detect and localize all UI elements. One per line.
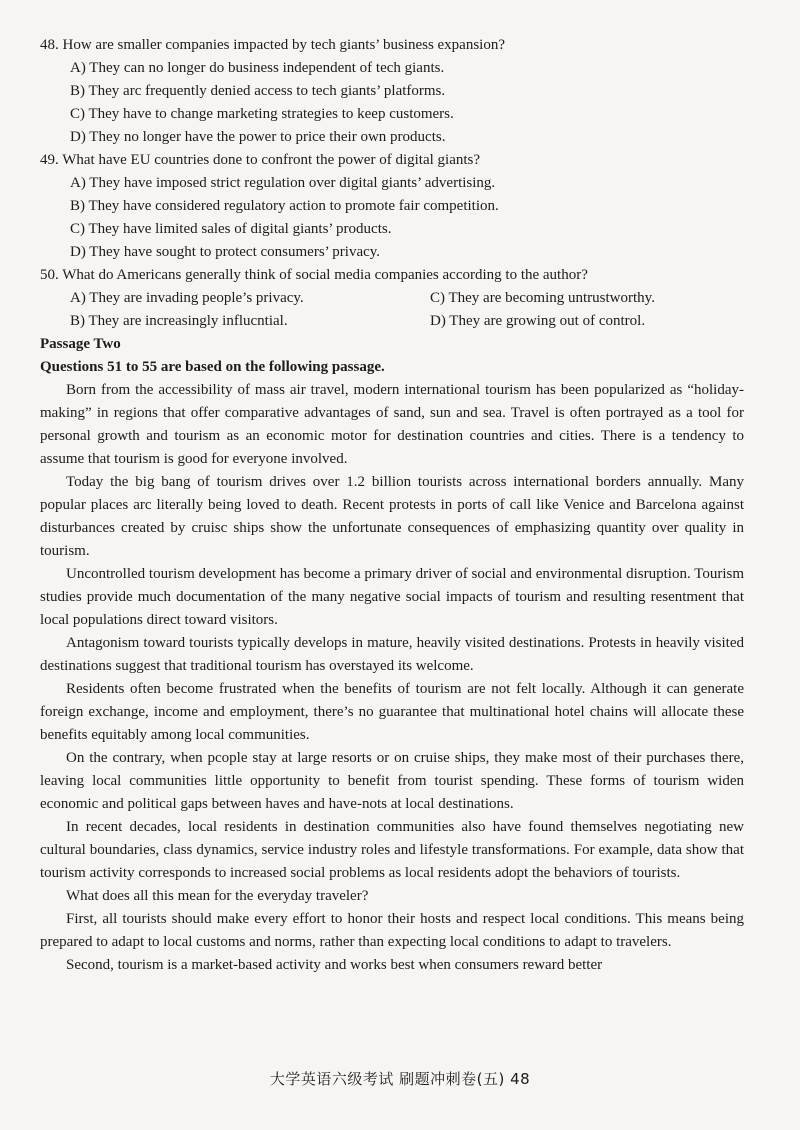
- paragraph: First, all tourists should make every effort to honor their hosts and respect local conditions. This means being prepared to adapt to local customs and norms, rather than expecting local conditions to adapt to travelers.: [40, 911, 744, 950]
- options-grid: [70, 287, 744, 333]
- passage-title: Passage Two: [40, 336, 121, 352]
- paragraph: Born from the accessibility of mass air travel, modern international tourism has been popularized as “holiday-making” in regions that offer comparative advantages of sand, sun and sea. Travel is often portrayed as a tool for personal growth and tourism as an economic motor for destination countries and cities. There is a tendency to assume that tourism is good for everyone involved.: [40, 382, 744, 467]
- paragraph: What does all this mean for the everyday traveler?: [66, 888, 369, 904]
- question-48: [40, 34, 744, 149]
- question-stem: 49. What have EU countries done to confront the power of digital giants?: [40, 152, 481, 168]
- option-b: B) They arc frequently denied access to tech giants’ platforms.: [70, 83, 446, 99]
- question-stem: 48. How are smaller companies impacted by tech giants’ business expansion?: [40, 37, 506, 53]
- option-a: A) They can no longer do business independent of tech giants.: [70, 60, 445, 76]
- option-d: D) They are growing out of control.: [430, 313, 646, 329]
- option-c: C) They have to change marketing strategies to keep customers.: [70, 106, 454, 122]
- paragraph: Today the big bang of tourism drives over 1.2 billion tourists across international borders annually. Many popular places arc literally being loved to death. Recent protests in ports of call like Venice and Barcelona against disturbances created by cruisc ships show the unfortunate consequences of emphasizing quantity over quality in tourism.: [40, 474, 744, 559]
- option-b: B) They are increasingly influcntial.: [70, 313, 288, 329]
- paragraph: In recent decades, local residents in destination communities also have found themselves negotiating new cultural boundaries, class dynamics, service industry roles and lifestyle transformations. For example, data show that tourism activity corresponds to increased social problems as local residents adopt the behaviors of tourists.: [40, 819, 744, 881]
- paragraph: Second, tourism is a market-based activity and works best when consumers reward better: [66, 957, 603, 973]
- option-b: B) They have considered regulatory action to promote fair competition.: [70, 198, 499, 214]
- option-a: A) They have imposed strict regulation over digital giants’ advertising.: [70, 175, 496, 191]
- question-50: [40, 264, 744, 333]
- question-stem: 50. What do Americans generally think of social media companies according to the author?: [40, 267, 588, 283]
- question-49: [40, 149, 744, 264]
- page-footer: 大学英语六级考试 刷题冲刺卷(五) 48: [269, 1070, 531, 1088]
- option-d: D) They have sought to protect consumers’ privacy.: [70, 244, 381, 260]
- paragraph: Residents often become frustrated when the benefits of tourism are not felt locally. Although it can generate foreign exchange, income and employment, there’s no guarantee that multinational hotel chains will allocate these benefits equitably among local communities.: [40, 681, 744, 743]
- page-content: [40, 34, 744, 977]
- passage-intro: Questions 51 to 55 are based on the following passage.: [40, 359, 385, 375]
- option-c: C) They are becoming untrustworthy.: [430, 290, 655, 306]
- option-d: D) They no longer have the power to price their own products.: [70, 129, 446, 145]
- passage-body: [40, 379, 744, 977]
- paragraph: Antagonism toward tourists typically develops in mature, heavily visited destinations. Protests in heavily visited destinations suggest that traditional tourism has overstayed its welcome.: [40, 635, 744, 674]
- paragraph: Uncontrolled tourism development has become a primary driver of social and environmental disruption. Tourism studies provide much documentation of the many negative social impacts of tourism and resulting resentment that local populations direct toward visitors.: [40, 566, 744, 628]
- option-c: C) They have limited sales of digital giants’ products.: [70, 221, 392, 237]
- paragraph: On the contrary, when pcople stay at large resorts or on cruise ships, they make most of their purchases there, leaving local communities little opportunity to benefit from tourist spending. These forms of tourism widen economic and political gaps between haves and have-nots at local destinations.: [40, 750, 744, 812]
- option-a: A) They are invading people’s privacy.: [70, 290, 304, 306]
